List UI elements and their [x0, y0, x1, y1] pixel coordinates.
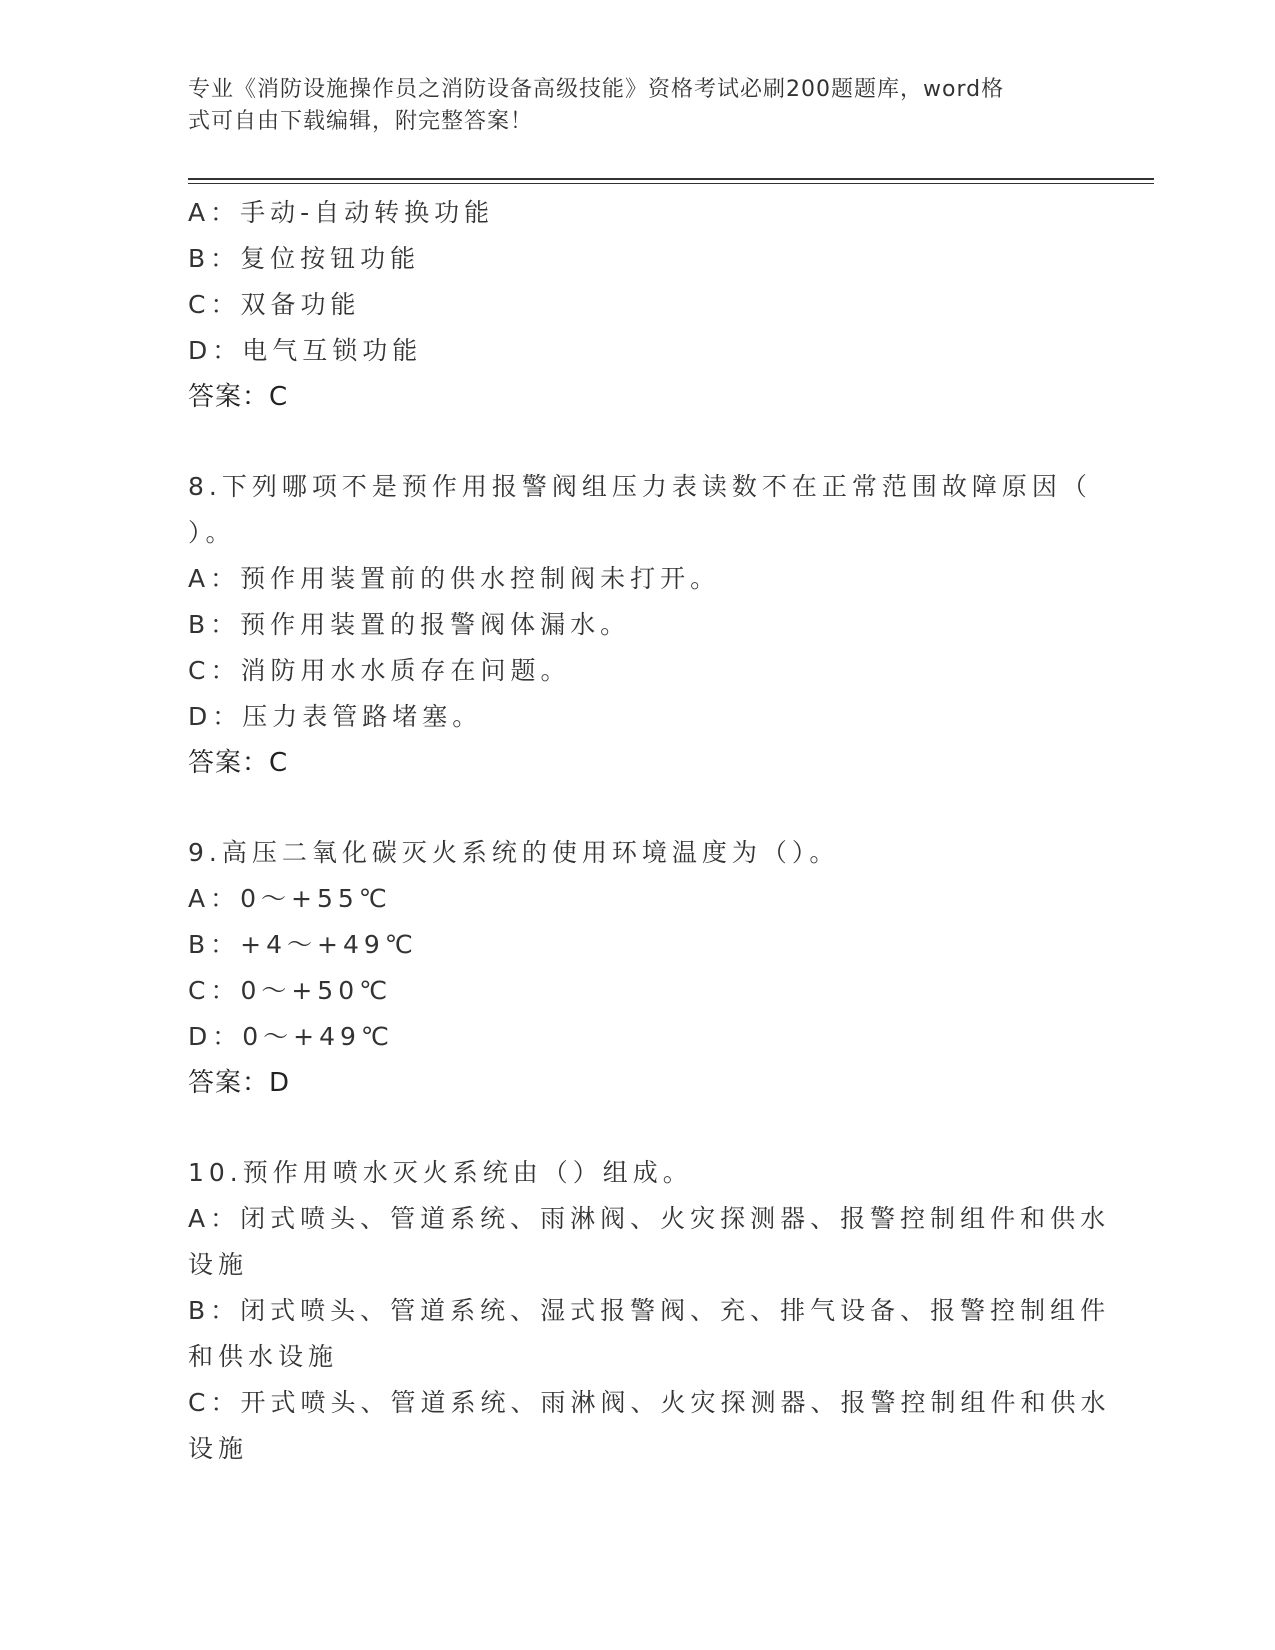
answer: 答案：C	[188, 382, 289, 412]
option-a-line1: A：闭式喷头、管道系统、雨淋阀、火灾探测器、报警控制组件和供水	[188, 1204, 1111, 1233]
answer: 答案：D	[188, 1068, 291, 1098]
option-c: C：双备功能	[188, 290, 361, 319]
option-c-line2: 设施	[188, 1434, 249, 1463]
option-d: D：电气互锁功能	[188, 336, 423, 365]
header-divider-thick	[188, 178, 1154, 180]
option-b: B：预作用装置的报警阀体漏水。	[188, 610, 631, 639]
option-b: B：+4～+49℃	[188, 930, 418, 959]
question-title-line2: ）。	[188, 518, 236, 547]
option-a: A：0～+55℃	[188, 884, 392, 913]
option-b: B：复位按钮功能	[188, 244, 421, 273]
question-8	[188, 464, 1092, 786]
header-intro-line2: 式可自由下载编辑，附完整答案！	[188, 109, 534, 134]
option-a: A：手动-自动转换功能	[188, 198, 495, 227]
answer: 答案：C	[188, 748, 289, 778]
question-list	[188, 190, 1111, 1472]
option-d: D：0～+49℃	[188, 1022, 394, 1051]
question-title: 10.预作用喷水灭火系统由（）组成。	[188, 1158, 693, 1187]
question-title-line1: 8.下列哪项不是预作用报警阀组压力表读数不在正常范围故障原因（	[188, 472, 1092, 501]
header-intro-line1: 专业《消防设施操作员之消防设备高级技能》资格考试必刷200题题库，word格	[188, 77, 1005, 102]
option-b-line1: B：闭式喷头、管道系统、湿式报警阀、充、排气设备、报警控制组件	[188, 1296, 1111, 1325]
option-b-line2: 和供水设施	[188, 1342, 339, 1371]
header-divider-thin	[188, 183, 1154, 184]
question-9	[188, 830, 1088, 1106]
option-a: A：预作用装置前的供水控制阀未打开。	[188, 564, 721, 593]
option-c: C：0～+50℃	[188, 976, 393, 1005]
question-7	[188, 190, 1088, 420]
option-c-line1: C：开式喷头、管道系统、雨淋阀、火灾探测器、报警控制组件和供水	[188, 1388, 1111, 1417]
option-d: D：压力表管路堵塞。	[188, 702, 483, 731]
option-a-line2: 设施	[188, 1250, 249, 1279]
question-10	[188, 1150, 1111, 1472]
option-c: C：消防用水水质存在问题。	[188, 656, 571, 685]
question-title: 9.高压二氧化碳灭火系统的使用环境温度为（）。	[188, 838, 840, 867]
document-header	[188, 74, 1068, 138]
